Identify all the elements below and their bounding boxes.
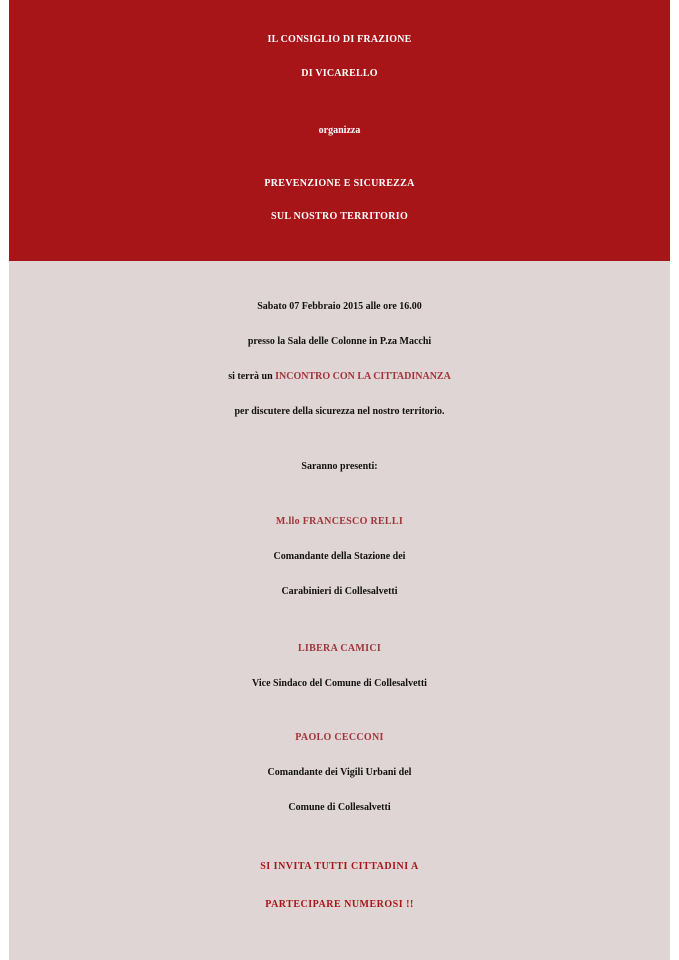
speaker-name: LIBERA CAMICI [297, 643, 382, 654]
speaker-role-line-1: Comandante della Stazione dei [273, 551, 406, 562]
meeting-highlight: INCONTRO CON LA CITTADINANZA [275, 371, 451, 382]
meeting-line [9, 371, 670, 382]
event-venue-line: presso la Sala delle Colonne in P.za Macchi [247, 336, 432, 347]
speaker-name: M.llo FRANCESCO RELLI [275, 516, 404, 527]
poster-header [9, 0, 670, 261]
call-to-action-line-2: PARTECIPARE NUMEROSI !! [265, 899, 414, 910]
speaker-role-line-2: Comune di Collesalvetti [288, 802, 391, 813]
organizer-title-line-1: IL CONSIGLIO DI FRAZIONE [267, 34, 412, 45]
speaker-name: PAOLO CECCONI [295, 732, 384, 743]
speaker-role-line-2: Carabinieri di Collesalvetti [281, 586, 398, 597]
speaker-role-line-1: Comandante dei Vigili Urbani del [267, 767, 412, 778]
call-to-action-line-1: SI INVITA TUTTI CITTADINI A [260, 861, 419, 872]
event-title-line-1: PREVENZIONE E SICUREZZA [264, 178, 415, 189]
event-date-line: Sabato 07 Febbraio 2015 alle ore 16.00 [257, 301, 422, 312]
meeting-prefix: si terrà un [228, 371, 276, 382]
organizer-verb: organizza [318, 125, 361, 136]
event-title-line-2: SUL NOSTRO TERRITORIO [270, 211, 409, 222]
organizer-title-line-2: DI VICARELLO [301, 68, 378, 79]
event-purpose-line: per discutere della sicurezza nel nostro territorio. [234, 406, 445, 417]
speaker-role-line-1: Vice Sindaco del Comune di Collesalvetti [252, 678, 427, 689]
poster-body [9, 261, 670, 960]
speakers-heading: Saranno presenti: [301, 461, 378, 472]
